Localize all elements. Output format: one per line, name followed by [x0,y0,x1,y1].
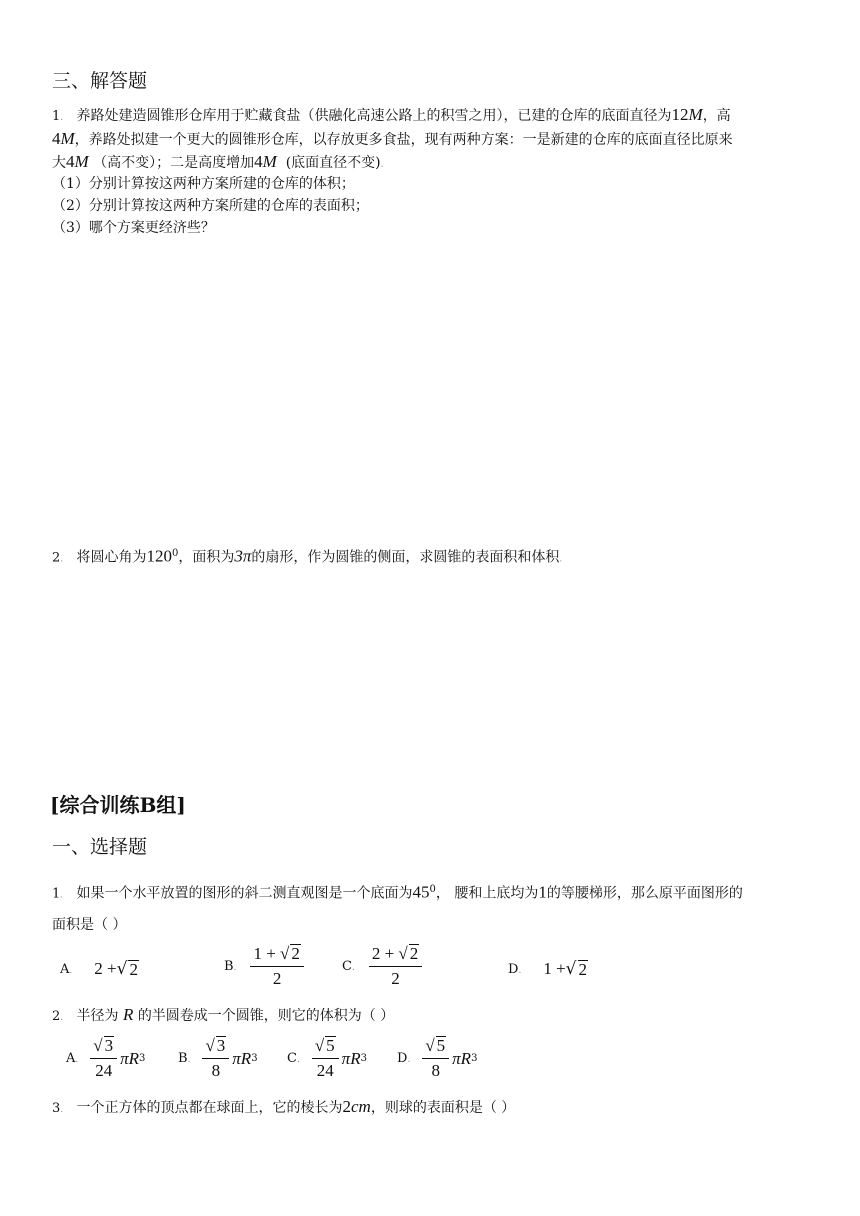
option-d[interactable] [508,959,588,979]
question-3-text-b: ，则球的表面积是（ ） [370,1100,516,1116]
pi-r: πR [341,1048,361,1068]
paragraph-mark: . [60,890,64,901]
paragraph-mark: . [380,160,384,170]
problem-2-text-b: ，面积为 [178,549,235,566]
section-title-multiple-choice: 一、选择题 [52,836,148,858]
radicand: 3 [216,1036,226,1055]
problem-1-question-3: （3）哪个方案更经济些？ [52,220,215,236]
sqrt-icon: √ [314,1036,325,1055]
sqrt-icon: √ [280,944,290,963]
option-label: B [224,959,234,974]
option-value: 2 + [94,959,117,978]
sqrt-icon: √ [205,1036,215,1055]
option-label: A [60,961,70,977]
unit-cm: cm [351,1097,371,1116]
radicand: 2 [578,959,587,979]
option-d[interactable] [397,1036,477,1081]
problem-2 [52,543,562,571]
pi-r: πR [452,1048,472,1068]
radicand: 5 [436,1036,446,1055]
fraction [422,1036,449,1081]
unit-m: M [60,129,75,148]
denominator: 24 [316,1061,334,1080]
question-number: 2 [52,1009,61,1024]
radius-symbol: R [122,1005,134,1024]
diameter-value: 12 [671,105,689,124]
problem-1-line-2 [52,128,733,151]
one-value: 1 [538,882,547,902]
question-3-line-1 [52,1096,515,1121]
paragraph-mark: . [60,113,64,123]
question-2-text-b: 的半圆卷成一个圆锥，则它的体积为（ ） [137,1008,395,1024]
sqrt-icon: √ [398,944,408,963]
problem-1-text-e: （高不变）；二是高度增加 [93,155,255,171]
sqrt-icon: √ [425,1036,435,1055]
option-b[interactable] [224,944,304,989]
edge-length-value: 2 [342,1097,352,1116]
problem-number: 2 [52,550,61,566]
question-number: 1 [52,886,61,902]
paragraph-mark: . [69,965,73,976]
pi-r: πR [120,1048,140,1068]
question-1-line-2: 面积是（ ） [52,917,127,933]
option-value: 1 + [543,959,566,978]
denominator: 2 [391,969,400,988]
option-label: C [342,959,352,974]
option-label: B [178,1051,188,1066]
option-a[interactable] [60,959,139,979]
denominator: 8 [431,1061,440,1080]
problem-1-text-d: 大 [52,155,66,171]
numerator: 2 + [371,944,399,963]
paragraph-mark: . [75,1055,79,1065]
sqrt-icon: √ [116,959,128,979]
section-title-solutions: 三、解答题 [52,70,148,92]
option-label: D [397,1051,408,1066]
angle-value: 120 [146,546,173,566]
cube-superscript: 3 [360,1053,367,1064]
unit-m: M [74,152,89,171]
pi-r: πR [232,1048,252,1068]
paragraph-mark: . [559,554,563,565]
height-increase-value: 4 [254,152,263,171]
degree-superscript: 0 [429,884,436,895]
question-1-text-b: ， 腰和上底均为 [435,885,539,902]
denominator: 8 [211,1061,221,1080]
radicand: 5 [326,1036,335,1055]
option-a[interactable] [66,1036,145,1081]
option-c[interactable] [342,944,422,989]
problem-1-text-b: ，高 [702,108,731,124]
fraction [90,1036,117,1081]
question-2-line-1 [52,1004,394,1029]
cube-superscript: 3 [139,1053,146,1064]
problem-1-question-2: （2）分别计算按这两种方案所建的仓库的表面积； [52,198,369,214]
option-c[interactable] [287,1036,367,1081]
angle-value: 45 [412,882,430,902]
cube-superscript: 3 [471,1053,478,1064]
paragraph-mark: . [60,1105,64,1115]
sqrt-icon: √ [93,1036,103,1055]
question-1-line-1 [52,879,743,907]
height-value: 4 [52,129,61,148]
problem-number: 1 [52,109,61,124]
paragraph-mark: . [407,1055,411,1065]
paragraph-mark: . [187,1055,191,1065]
paragraph-mark: . [296,1055,300,1065]
paragraph-mark: . [518,965,522,976]
sqrt-icon: √ [565,959,577,979]
cube-superscript: 3 [251,1053,258,1064]
denominator: 2 [272,969,282,988]
denominator: 24 [95,1061,113,1080]
option-b[interactable] [178,1036,258,1081]
degree-superscript: 0 [172,548,179,559]
paragraph-mark: . [351,963,355,973]
area-value: 3π [234,546,252,566]
increase-value: 4 [66,152,75,171]
option-label: D [508,961,519,977]
paragraph-mark: . [60,1013,64,1023]
problem-1-line-1 [52,104,731,129]
problem-2-text-a: 将圆心角为 [76,549,147,566]
unit-m: M [688,105,703,124]
problem-1-text-a: 养路处建造圆锥形仓库用于贮藏食盐（供融化高速公路上的积雪之用），已建的仓库的底面直径为 [76,108,672,124]
paragraph-mark: . [233,963,237,973]
option-label: A [66,1051,76,1066]
question-1-text-c: 的等腰梯形，那么原平面图形的 [546,885,743,902]
question-2-text-a: 半径为 [76,1008,119,1024]
option-label: C [287,1051,297,1066]
fraction [369,944,422,989]
question-3-text-a: 一个正方体的顶点都在球面上，它的棱长为 [76,1100,343,1116]
group-b-title: [综合训练B组] [50,793,186,817]
unit-m: M [262,152,277,171]
paragraph-mark: . [60,554,64,565]
fraction [312,1036,339,1081]
fraction [202,1036,229,1081]
fraction [250,944,303,989]
problem-1-question-1: （1）分别计算按这两种方案所建的仓库的体积； [52,176,355,192]
problem-1-text-f: (底面直径不变) [285,155,381,171]
radicand: 2 [409,944,419,963]
radicand: 3 [104,1036,114,1055]
radicand: 2 [291,944,300,963]
radicand: 2 [129,959,138,979]
question-number: 3 [52,1101,61,1116]
question-1-text-a: 如果一个水平放置的图形的斜二测直观图是一个底面为 [76,885,413,902]
problem-2-text-c: 的扇形，作为圆锥的侧面，求圆锥的表面积和体积 [251,549,560,566]
numerator: 1 + [253,944,281,963]
problem-1-text-c: ，养路处拟建一个更大的圆锥形仓库，以存放更多食盐，现有两种方案：一是新建的仓库的底面直径比原来 [74,132,733,148]
